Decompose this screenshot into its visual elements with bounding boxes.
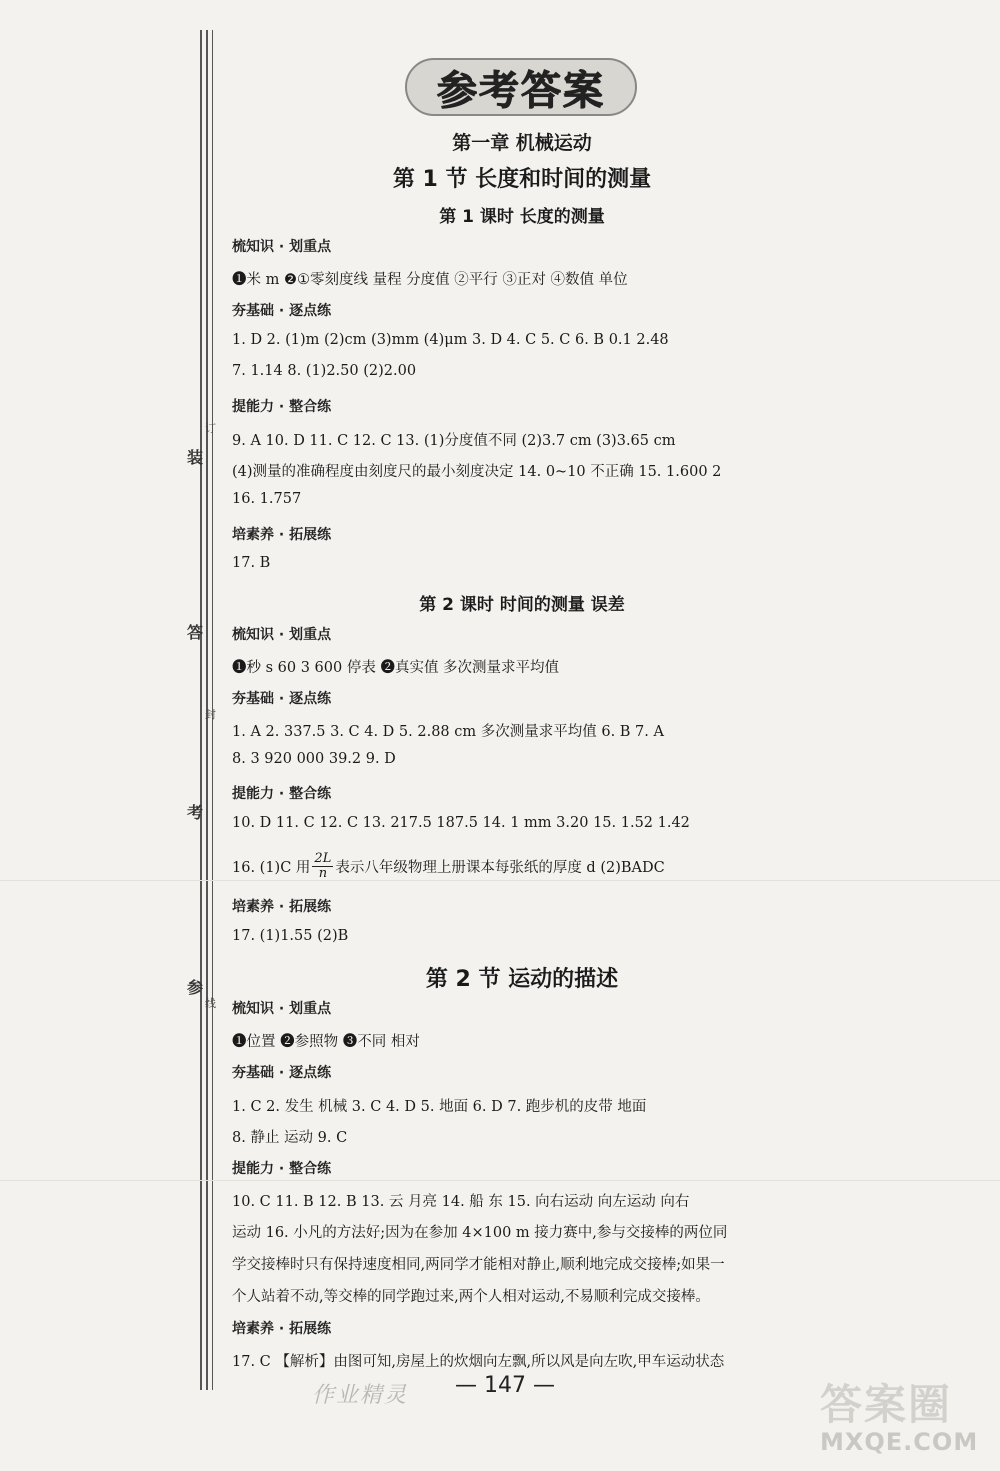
answer-line: ❶秒 s 60 3 600 停表 ❷真实值 多次测量求平均值 — [232, 660, 560, 676]
answer-line: 1. A 2. 337.5 3. C 4. D 5. 2.88 cm 多次测量求平均值 6. B 7. A — [232, 724, 664, 740]
subheading: 夯基础 · 逐点练 — [232, 1065, 332, 1081]
subheading: 培素养 · 拓展练 — [232, 899, 332, 915]
answer-line: 8. 3 920 000 39.2 9. D — [232, 751, 396, 767]
answer-line: 17. B — [232, 555, 271, 571]
page-title: 参考答案 — [405, 58, 637, 116]
answer-line: 个人站着不动,等交棒的同学跑过来,两个人相对运动,不易顺利完成交接棒。 — [232, 1289, 710, 1305]
binding-mark: 答 — [186, 623, 203, 642]
subheading: 提能力 · 整合练 — [232, 786, 332, 802]
answer-line: 学交接棒时只有保持速度相同,两同学才能相对静止,顺利地完成交接棒;如果一 — [232, 1257, 725, 1273]
subheading: 夯基础 · 逐点练 — [232, 691, 332, 707]
answer-line: 17. C 【解析】由图可知,房屋上的炊烟向左飘,所以风是向左吹,甲车运动状态 — [232, 1354, 725, 1370]
subheading: 培素养 · 拓展练 — [232, 527, 332, 543]
answer-line: 10. C 11. B 12. B 13. 云 月亮 14. 船 东 15. 向右运动 向左运动 向右 — [232, 1194, 690, 1210]
answer-line: 运动 16. 小凡的方法好;因为在参加 4×100 m 接力赛中,参与交接棒的两位同 — [232, 1225, 728, 1241]
answer-line: 17. (1)1.55 (2)B — [232, 928, 349, 944]
answer-line: ❶米 m ❷①零刻度线 量程 分度值 ②平行 ③正对 ④数值 单位 — [232, 272, 628, 288]
lesson-title: 第 1 课时 长度的测量 — [439, 207, 605, 227]
answer-line: 10. D 11. C 12. C 13. 217.5 187.5 14. 1 mm 3.20 15. 1.52 1.42 — [232, 815, 690, 831]
footer-brand: 作业精灵 — [312, 1383, 409, 1408]
answer-line: 8. 静止 运动 9. C — [232, 1130, 348, 1146]
section-title: 第 1 节 长度和时间的测量 — [392, 167, 652, 192]
answer-line: 9. A 10. D 11. C 12. C 13. (1)分度值不同 (2)3.7 cm (3)3.65 cm — [232, 433, 676, 449]
subheading: 培素养 · 拓展练 — [232, 1321, 332, 1337]
subheading: 梳知识 · 划重点 — [232, 239, 332, 255]
answer-line: 7. 1.14 8. (1)2.50 (2)2.00 — [232, 363, 417, 379]
binding-mark: 参 — [186, 978, 203, 997]
watermark-url: MXQE.COM — [820, 1428, 979, 1456]
binding-small: 封 — [205, 708, 216, 721]
binding-small: 线 — [205, 997, 216, 1010]
subheading: 梳知识 · 划重点 — [232, 627, 332, 643]
answer-line: 1. C 2. 发生 机械 3. C 4. D 5. 地面 6. D 7. 跑步机的皮带 地面 — [232, 1099, 647, 1115]
section-title: 第 2 节 运动的描述 — [425, 967, 619, 992]
binding-small: 订 — [205, 422, 216, 435]
binding-mark: 装 — [186, 448, 203, 467]
fraction: 2L n — [314, 851, 332, 881]
subheading: 提能力 · 整合练 — [232, 1161, 332, 1177]
answer-line-fraction: 16. (1)C 用 2L n 表示八年级物理上册课本每张纸的厚度 d (2)BADC — [232, 851, 665, 881]
chapter-title: 第一章 机械运动 — [452, 132, 592, 154]
subheading: 梳知识 · 划重点 — [232, 1001, 332, 1017]
answer-line: (4)测量的准确程度由刻度尺的最小刻度决定 14. 0~10 不正确 15. 1.600 2 — [232, 464, 722, 480]
lesson-title: 第 2 课时 时间的测量 误差 — [419, 595, 625, 615]
watermark-logo: 答案圈 — [820, 1380, 953, 1429]
binding-mark: 考 — [186, 803, 203, 822]
subheading: 夯基础 · 逐点练 — [232, 303, 332, 319]
subheading: 提能力 · 整合练 — [232, 399, 332, 415]
page-number: — 147 — — [455, 1373, 555, 1398]
answer-line: 16. 1.757 — [232, 491, 302, 507]
answer-line: ❶位置 ❷参照物 ❸不同 相对 — [232, 1034, 420, 1050]
answer-line: 1. D 2. (1)m (2)cm (3)mm (4)μm 3. D 4. C 5. C 6. B 0.1 2.48 — [232, 332, 669, 348]
